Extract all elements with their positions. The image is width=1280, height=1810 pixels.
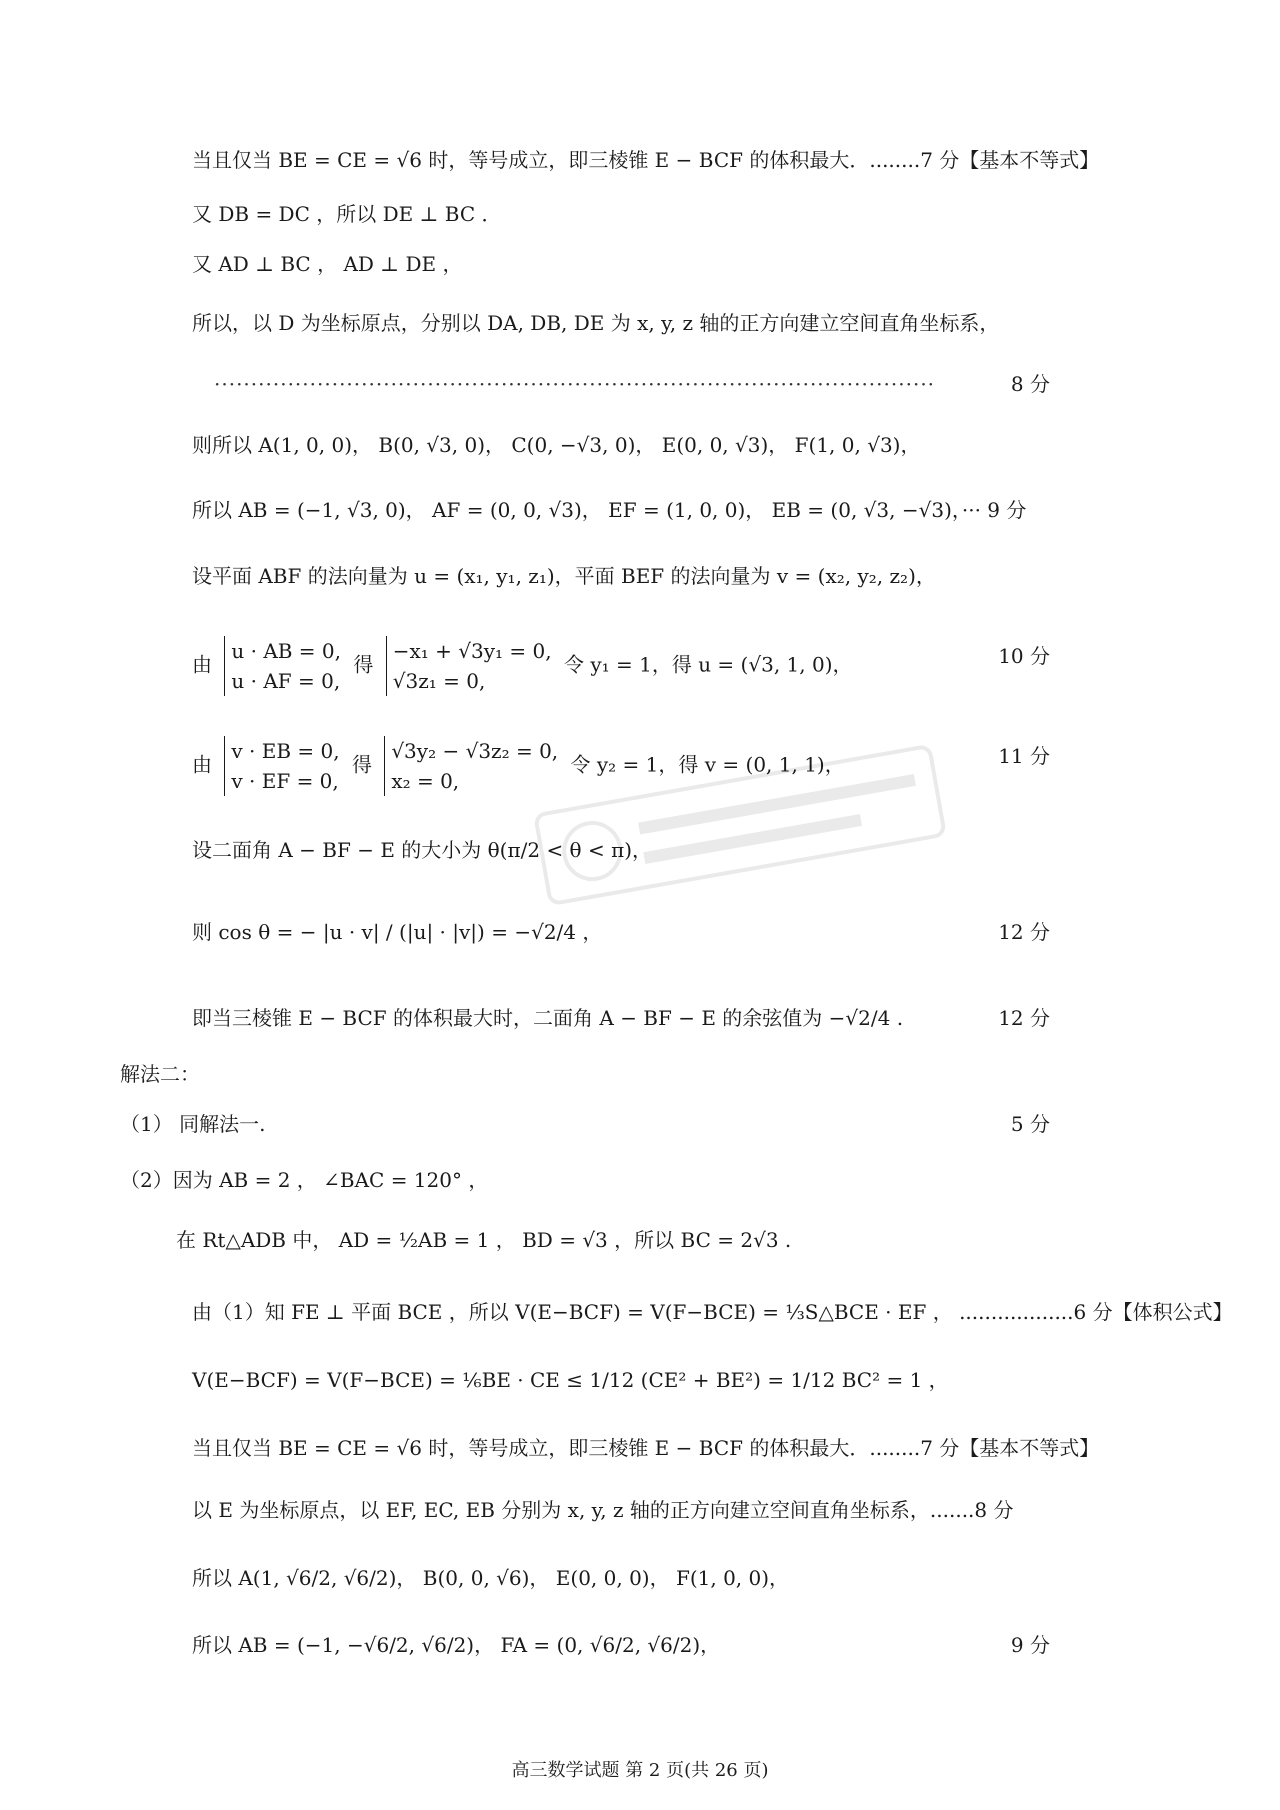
line-13-text: 即当三棱锥 E − BCF 的体积最大时，二面角 A − BF − E 的余弦值为 −√2/4 . — [192, 1006, 904, 1030]
line-23-text: 所以 AB = (−1, −√6/2, √6/2)， FA = (0, √6/2, √6/2)， — [192, 1633, 721, 1657]
score-12a: 12 分 — [998, 920, 1050, 944]
line-10-pre: 由 — [192, 752, 212, 777]
page-footer: 高三数学试题 第 2 页(共 26 页) — [511, 1760, 769, 1781]
score-5: 5 分 — [1010, 1112, 1050, 1136]
line-14: 解法二： — [120, 1062, 200, 1086]
system-u-row2: u · AF = 0, — [231, 669, 341, 693]
system-u-solved-row1: −x₁ + √3y₁ = 0, — [392, 639, 552, 663]
system-v-solved — [384, 736, 558, 796]
line-19: V(E−BCF) = V(F−BCE) = ⅙BE · CE ≤ 1/12 (CE² + BE²) = 1/12 BC² = 1 ， — [192, 1368, 949, 1392]
line-9-post: 令 y₁ = 1，得 u = (√3, 1, 0)， — [563, 652, 853, 677]
system-v-solved-row1: √3y₂ − √3z₂ = 0, — [391, 739, 559, 763]
line-23 — [192, 1625, 1050, 1665]
line-17: 在 Rt△ADB 中， AD = ½AB = 1 ， BD = √3 ，所以 BC = 2√3 . — [176, 1228, 792, 1252]
line-16: （2）因为 AB = 2 ， ∠BAC = 120° ， — [120, 1168, 489, 1192]
line-6: 则所以 A(1, 0, 0)， B(0, √3, 0)， C(0, −√3, 0)， E(0, 0, √3)， F(1, 0, √3)， — [192, 433, 921, 457]
score-12b: 12 分 — [998, 1006, 1050, 1030]
line-10-mid: 得 — [351, 752, 372, 777]
line-4: 所以，以 D 为坐标原点，分别以 DA, DB, DE 为 x, y, z 轴的正方向建立空间直角坐标系， — [192, 311, 1000, 335]
line-12-text: 则 cos θ = − |u · v| / (|u| · |v|) = −√2/4 ， — [192, 920, 603, 944]
line-18: 由（1）知 FE ⊥ 平面 BCE ，所以 V(E−BCF) = V(F−BCE) = ⅓S△BCE · EF ， ..................6 分【体积公式】 — [192, 1300, 1233, 1324]
line-15 — [120, 1104, 1050, 1144]
line-22: 所以 A(1, √6/2, √6/2)， B(0, 0, √6)， E(0, 0, 0)， F(1, 0, 0)， — [192, 1566, 790, 1590]
line-2: 又 DB = DC ，所以 DE ⊥ BC ． — [192, 202, 502, 226]
line-3: 又 AD ⊥ BC ， AD ⊥ DE ， — [192, 252, 463, 276]
line-9 — [192, 636, 1050, 696]
system-u-solved-row2: √3z₁ = 0, — [392, 669, 486, 693]
line-7: 所以 AB = (−1, √3, 0)， AF = (0, 0, √3)， EF = (1, 0, 0)， EB = (0, √3, −√3)，··· 9 分 — [192, 498, 1027, 522]
line-8: 设平面 ABF 的法向量为 u = (x₁, y₁, z₁)，平面 BEF 的法向量为 v = (x₂, y₂, z₂)， — [192, 564, 936, 588]
line-21: 以 E 为坐标原点，以 EF, EC, EB 分别为 x, y, z 轴的正方向建立空间直角坐标系，.......8 分 — [192, 1498, 1014, 1522]
line-12 — [192, 912, 1050, 952]
line-1: 当且仅当 BE = CE = √6 时，等号成立，即三棱锥 E − BCF 的体积最大．........7 分【基本不等式】 — [192, 148, 1100, 172]
system-v — [224, 736, 339, 796]
score-8: 8 分 — [1010, 372, 1050, 396]
line-10-post: 令 y₂ = 1，得 v = (0, 1, 1)， — [570, 752, 845, 777]
score-9: 9 分 — [1010, 1633, 1050, 1657]
line-15-text: （1） 同解法一. — [120, 1112, 266, 1136]
line-5 — [214, 364, 1050, 404]
system-v-solved-row2: x₂ = 0, — [391, 769, 460, 793]
line-9-mid: 得 — [353, 652, 374, 677]
system-u-row1: u · AB = 0, — [231, 639, 342, 663]
system-u — [224, 636, 341, 696]
system-u-solved — [386, 636, 552, 696]
line-20: 当且仅当 BE = CE = √6 时，等号成立，即三棱锥 E − BCF 的体积最大．........7 分【基本不等式】 — [192, 1436, 1100, 1460]
system-v-row2: v · EF = 0, — [231, 769, 339, 793]
score-11: 11 分 — [998, 744, 1050, 768]
system-v-row1: v · EB = 0, — [231, 739, 340, 763]
line-13 — [192, 998, 1050, 1038]
score-10: 10 分 — [998, 644, 1050, 668]
line-11: 设二面角 A − BF − E 的大小为 θ(π/2 < θ < π)， — [192, 838, 653, 862]
line-9-pre: 由 — [192, 652, 212, 677]
leader-dots: ·································································································· — [214, 372, 936, 396]
